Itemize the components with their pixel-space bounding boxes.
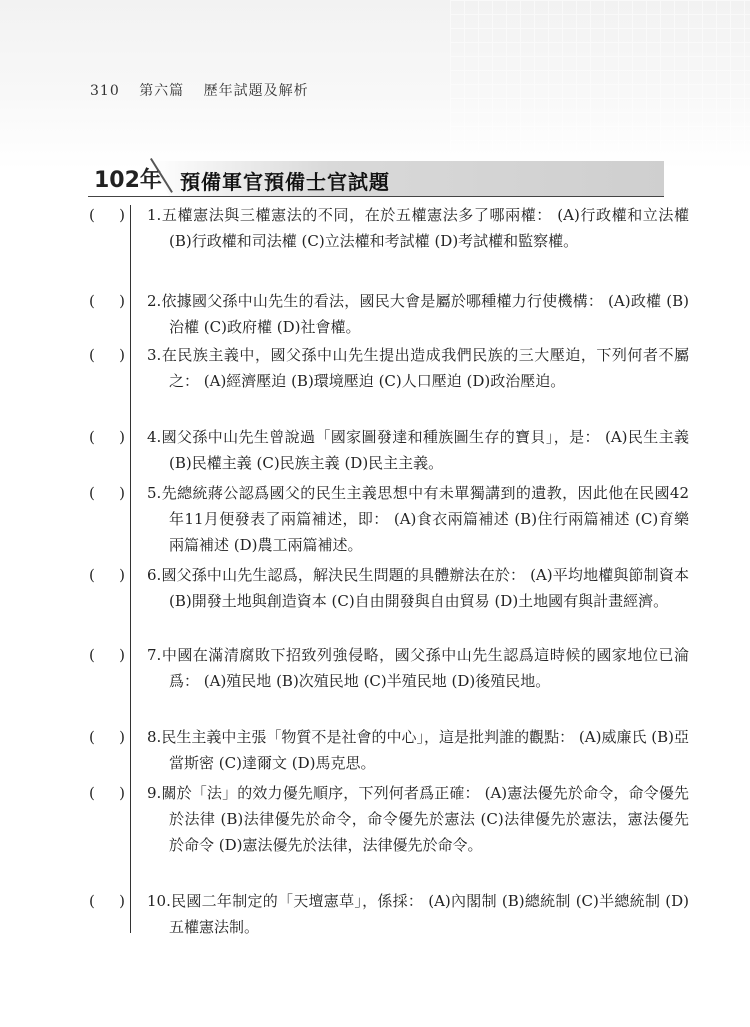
question-text: 5.先總統蔣公認爲國父的民生主義思想中有未單獨講到的遺教，因此他在民國42年11月便發表了兩篇補述，即： (A)食衣兩篇補述 (B)住行兩篇補述 (C)育樂兩篇補述 (D)農工兩篇補述。 xyxy=(147,484,689,554)
question-text: 7.中國在滿清腐敗下招致列強侵略，國父孫中山先生認爲這時候的國家地位已淪爲： (A)殖民地 (B)次殖民地 (C)半殖民地 (D)後殖民地。 xyxy=(147,646,689,690)
question-text: 6.國父孫中山先生認爲，解決民生問題的具體辦法在於： (A)平均地權與節制資本 (B)開發土地與創造資本 (C)自由開發與自由貿易 (D)土地國有與計畫經濟。 xyxy=(147,566,689,610)
running-head xyxy=(90,80,323,100)
answer-blank[interactable]: ( ) xyxy=(89,346,125,364)
exam-title: 預備軍官預備士官試題 xyxy=(180,170,390,194)
exam-year: 102年 xyxy=(94,168,162,193)
question-text: 10.民國二年制定的「天壇憲草」，係採： (A)內閣制 (B)總統制 (C)半總統制 (D)五權憲法制。 xyxy=(147,892,689,936)
answer-blank[interactable]: ( ) xyxy=(89,892,125,910)
question-text: 2.依據國父孫中山先生的看法，國民大會是屬於哪種權力行使機構： (A)政權 (B)治權 (C)政府權 (D)社會權。 xyxy=(147,292,689,336)
banner-underline xyxy=(88,196,664,197)
answer-column-divider xyxy=(130,205,131,933)
answer-blank[interactable]: ( ) xyxy=(89,646,125,664)
question-text: 4.國父孫中山先生曾說過「國家圖發達和種族圖生存的寶貝」，是： (A)民生主義 (B)民權主義 (C)民族主義 (D)民主主義。 xyxy=(147,428,689,472)
question-text: 9.關於「法」的效力優先順序，下列何者爲正確： (A)憲法優先於命令，命令優先於法律 (B)法律優先於命令，命令優先於憲法 (C)法律優先於憲法，憲法優先於命令 (D)憲法優先於法律，法律優先於命令。 xyxy=(147,784,689,854)
answer-blank[interactable]: ( ) xyxy=(89,728,125,746)
answer-blank[interactable]: ( ) xyxy=(89,484,125,502)
exam-title-banner xyxy=(88,161,664,197)
question-text: 8.民生主義中主張「物質不是社會的中心」，這是批判誰的觀點： (A)威廉氏 (B)亞當斯密 (C)達爾文 (D)馬克思。 xyxy=(147,728,689,772)
section-label: 歷年試題及解析 xyxy=(203,83,309,99)
part-label: 第六篇 xyxy=(139,83,185,99)
question-text: 1.五權憲法與三權憲法的不同，在於五權憲法多了哪兩權： (A)行政權和立法權 (B)行政權和司法權 (C)立法權和考試權 (D)考試權和監察權。 xyxy=(147,206,689,250)
decorative-grid xyxy=(450,0,750,150)
answer-blank[interactable]: ( ) xyxy=(89,428,125,446)
answer-blank[interactable]: ( ) xyxy=(89,566,125,584)
answer-blank[interactable]: ( ) xyxy=(89,292,125,310)
page-number: 310 xyxy=(90,83,120,99)
question-text: 3.在民族主義中，國父孫中山先生提出造成我們民族的三大壓迫，下列何者不屬之： (A)經濟壓迫 (B)環境壓迫 (C)人口壓迫 (D)政治壓迫。 xyxy=(147,346,689,390)
answer-blank[interactable]: ( ) xyxy=(89,784,125,802)
answer-blank[interactable]: ( ) xyxy=(89,206,125,224)
